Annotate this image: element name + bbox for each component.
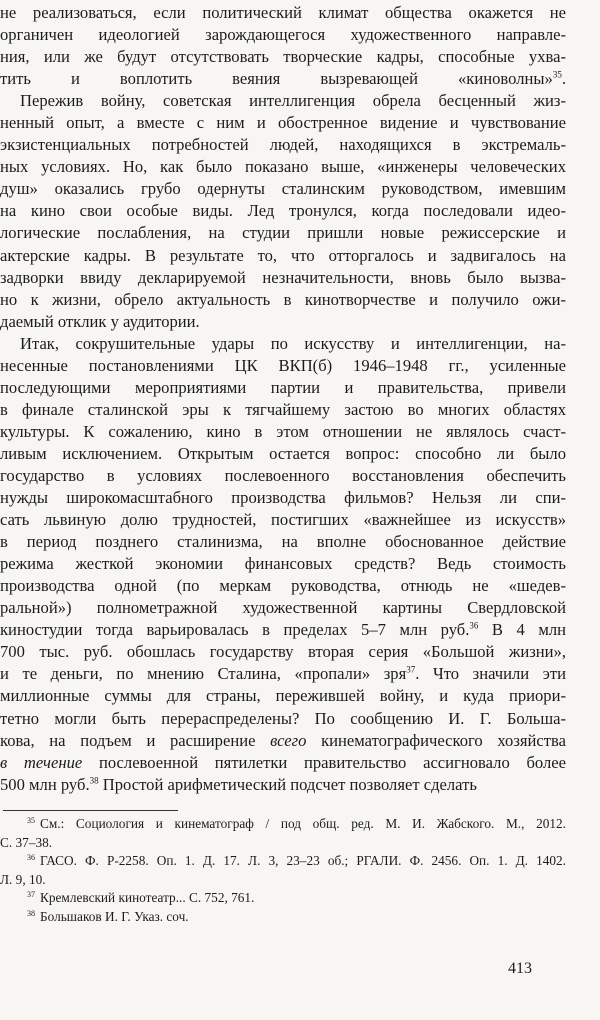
- text-segment: несенные постановлениями ЦК ВКП(б) 1946–1948 гг., усиленные: [0, 355, 566, 375]
- text-segment: тить и воплотить веяния вызревающей «киноволны»: [0, 69, 553, 89]
- text-line: [0, 46, 566, 68]
- footnote-text: С. 37–38.: [0, 834, 53, 850]
- text-segment: в финале сталинской эры к тягчайшему застою во многих областях: [0, 399, 566, 419]
- footnote-number: 36: [27, 852, 35, 862]
- text-segment: в период позднего сталинизма, на вполне обоснованное действие: [0, 532, 566, 552]
- text-segment: миллионные суммы для страны, пережившей войну, и куда приори-: [0, 686, 566, 706]
- text-line: [0, 178, 566, 200]
- text-segment: не реализоваться, если политический климат общества окажется не: [0, 3, 566, 22]
- text-segment: и те деньги, по мнению Сталина, «пропали» зря: [0, 664, 407, 684]
- text-segment: . Что значили эти: [415, 664, 566, 684]
- text-segment: на кино свои особые виды. Лед тронулся, когда последовали идео-: [0, 201, 566, 221]
- text-segment: последующими мероприятиями партии и правительства, привели: [0, 377, 566, 397]
- text-segment: кова, на подъем и расширение: [0, 730, 271, 750]
- footnote-ref: 36: [469, 620, 479, 631]
- text-line: [0, 685, 566, 707]
- text-line: [0, 663, 566, 685]
- footnote-number: 35: [27, 815, 35, 825]
- text-segment: государство в условиях послевоенного восстановления обеспечить: [0, 465, 566, 485]
- footnote-line: [0, 871, 566, 890]
- footnote-divider: [3, 810, 178, 811]
- footnotes: [0, 815, 566, 927]
- text-line: [0, 531, 566, 553]
- text-line: [0, 311, 566, 333]
- text-segment: но к жизни, обрело актуальность в кинотворчестве и получило ожи-: [0, 289, 566, 309]
- text-segment: кинематографического хозяйства: [306, 730, 566, 750]
- footnote-text: ГАСО. Ф. Р-2258. Оп. 1. Д. 17. Л. 3, 23–23 об.; РГАЛИ. Ф. 2456. Оп. 1. Д. 1402.: [40, 853, 566, 869]
- text-segment: ненный опыт, а вместе с ним и обостренное видение и чувствование: [0, 113, 566, 133]
- footnote-line: [0, 889, 566, 908]
- text-line: [0, 553, 566, 575]
- text-segment: душ» оказались грубо одернуты сталинским руководством, имевшим: [0, 179, 566, 199]
- footnote-ref: 37: [406, 664, 416, 675]
- page-number: 413: [508, 960, 532, 977]
- text-segment: режима жесткой экономии финансовых средств? Ведь стоимость: [0, 554, 566, 574]
- text-segment: Итак, сокрушительные удары по искусству и интеллигенции, на-: [20, 333, 566, 353]
- italic-text: всего: [270, 730, 307, 750]
- footnote-line: [0, 834, 566, 853]
- text-segment: Пережив войну, советская интеллигенция обрела бесценный жиз-: [20, 91, 566, 111]
- text-segment: экзистенциальных потребностей людей, находящихся в экстремаль-: [0, 135, 566, 155]
- footnote-text: Л. 9, 10.: [0, 871, 46, 887]
- text-segment: В 4 млн: [478, 620, 566, 640]
- text-segment: органичен идеологией зарождающегося художественного направле-: [0, 25, 566, 45]
- text-line: [0, 597, 566, 619]
- italic-text: в течение: [0, 752, 83, 772]
- text-segment: культуры. К сожалению, кино в этом отношении не являлось счаст-: [0, 421, 566, 441]
- text-line: [0, 134, 566, 156]
- text-line: [0, 708, 566, 730]
- text-line: [0, 222, 566, 244]
- text-line: [0, 509, 566, 531]
- text-line: [0, 421, 566, 443]
- text-line: [0, 465, 566, 487]
- text-line: [0, 289, 566, 311]
- text-line: [0, 200, 566, 222]
- text-segment: даемый отклик у аудитории.: [0, 311, 200, 331]
- text-segment: киностудии тогда варьировалась в пределах 5–7 млн руб.: [0, 620, 470, 640]
- text-segment: логические послабления, на студии пришли новые режиссерские и: [0, 223, 566, 243]
- footnote-line: [0, 815, 566, 834]
- text-line: [0, 752, 566, 774]
- text-line: [0, 575, 566, 597]
- text-segment: Простой арифметический подсчет позволяет сделать: [98, 774, 477, 794]
- text-line: [0, 2, 566, 24]
- text-line: [0, 267, 566, 289]
- footnote-ref: 35: [552, 69, 562, 80]
- footnote-ref: 38: [89, 775, 99, 786]
- text-line: [0, 377, 566, 399]
- main-text: [0, 2, 566, 796]
- text-segment: ральной») полнометражной художественной картины Свердловской: [0, 598, 566, 618]
- text-line: [0, 24, 566, 46]
- text-segment: послевоенной пятилетки правительство ассигновало более: [82, 752, 566, 772]
- footnote-line: [0, 908, 566, 927]
- text-segment: производства одной (по меркам руководства, отнюдь не «шедев-: [0, 576, 566, 596]
- text-line: [0, 68, 566, 90]
- text-segment: ливым исключением. Открытым остается вопрос: способно ли было: [0, 443, 566, 463]
- text-segment: актерские кадры. В результате то, что отторгалось и задвигалось на: [0, 245, 566, 265]
- text-line: [0, 487, 566, 509]
- text-line: [0, 245, 566, 267]
- text-line: [0, 112, 566, 134]
- footnote-line: [0, 852, 566, 871]
- text-segment: задворки ввиду декларируемой незначительности, вновь было вызва-: [0, 267, 566, 287]
- footnote-text: Кремлевский кинотеатр... С. 752, 761.: [40, 890, 255, 906]
- text-segment: тетно могли быть перераспределены? По сообщению И. Г. Больша-: [0, 708, 566, 728]
- footnote-text: См.: Социология и кинематограф / под общ. ред. М. И. Жабского. М., 2012.: [40, 816, 566, 831]
- footnote-number: 38: [27, 908, 35, 918]
- text-line: [0, 619, 566, 641]
- text-line: [0, 399, 566, 421]
- text-line: [0, 730, 566, 752]
- text-line: [0, 641, 566, 663]
- footnote-number: 37: [27, 889, 35, 899]
- text-line: [0, 443, 566, 465]
- text-line: [0, 333, 566, 355]
- text-segment: сать львиную долю трудностей, постигших «важнейшее из искусств»: [0, 510, 566, 530]
- text-segment: нужды широкомасштабного производства фильмов? Нельзя ли спи-: [0, 488, 566, 508]
- text-segment: 700 тыс. руб. обошлась государству вторая серия «Большой жизни»,: [0, 642, 566, 662]
- text-segment: ния, или же будут отсутствовать творческие кадры, способные ухва-: [0, 47, 566, 67]
- text-line: [0, 355, 566, 377]
- footnote-text: Большаков И. Г. Указ. соч.: [40, 908, 189, 924]
- text-line: [0, 90, 566, 112]
- text-segment: ных условиях. Но, как было показано выше, «инженеры человеческих: [0, 157, 566, 177]
- text-segment: .: [561, 69, 566, 89]
- text-line: [0, 156, 566, 178]
- text-line: [0, 774, 566, 796]
- text-segment: 500 млн руб.: [0, 774, 90, 794]
